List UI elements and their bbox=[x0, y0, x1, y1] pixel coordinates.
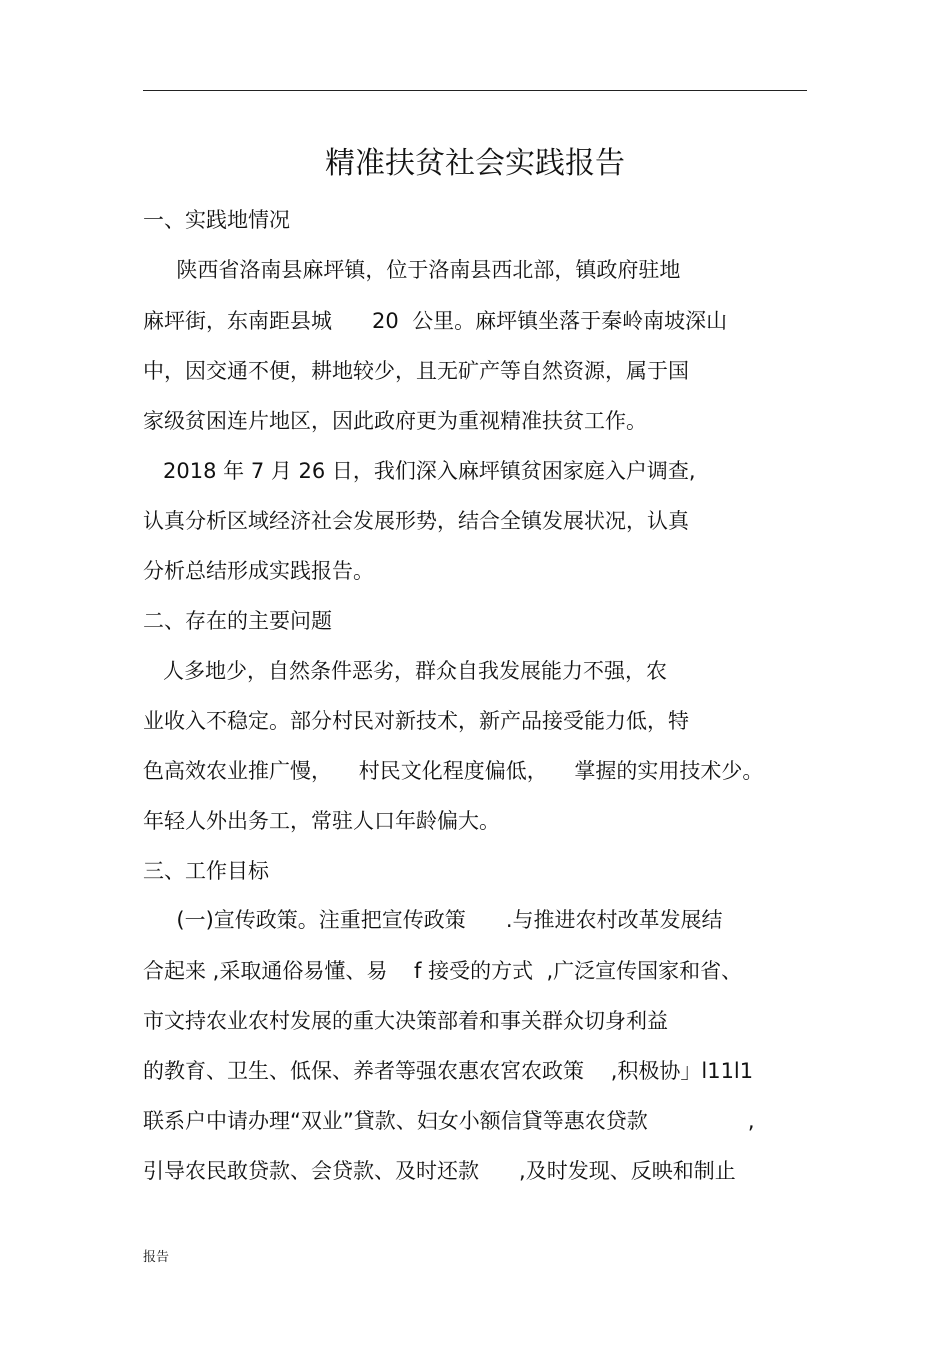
paragraph-line: 陕西省洛南县麻坪镇，位于洛南县西北部，镇政府驻地 bbox=[143, 258, 681, 282]
paragraph-line: 家级贫困连片地区，因此政府更为重视精准扶贫工作。 bbox=[143, 409, 647, 433]
paragraph-line: 人多地少，自然条件恶劣，群众自我发展能力不强，农 bbox=[143, 659, 668, 683]
page-title: 精准扶贫社会实践报告 bbox=[325, 146, 625, 181]
paragraph-line: 联系户中请办理“双业”貸款、妇女小额信貸等惠农贷款 , bbox=[143, 1109, 755, 1133]
header-rule bbox=[143, 90, 807, 91]
paragraph-line: 年轻人外出务工，常驻人口年龄偏大。 bbox=[143, 809, 500, 833]
paragraph-line: 市文持农业农村发展的重大决策部着和事关群众切身利益 bbox=[143, 1009, 668, 1033]
paragraph-line: 合起来 ,采取通俗易懂、易 f 接受的方式 ,广泛宣传国家和省、 bbox=[143, 959, 743, 983]
paragraph-line: 2018 年 7 月 26 日，我们深入麻坪镇贫困家庭入户调查, bbox=[143, 459, 696, 483]
paragraph-line: (一)宣传政策。注重把宣传政策 .与推进农村改革发展结 bbox=[143, 908, 723, 932]
paragraph-line: 麻坪街，东南距县城 20 公里。麻坪镇坐落于秦岭南坡深山 bbox=[143, 309, 728, 333]
page-footer: 报告 bbox=[143, 1250, 170, 1265]
paragraph-line: 的教育、卫生、低保、养者等强农惠农宮农政策 ,积极协」l11l1 bbox=[143, 1059, 754, 1083]
section-heading: 二、存在的主要问题 bbox=[143, 609, 332, 633]
paragraph-line: 业收入不稳定。部分村民对新技术，新产品接受能力低，特 bbox=[143, 709, 689, 733]
section-heading: 一、实践地情况 bbox=[143, 208, 290, 232]
paragraph-line: 色高效农业推广慢， 村民文化程度偏低， 掌握的实用技术少。 bbox=[143, 759, 764, 783]
paragraph-line: 中，因交通不便，耕地较少，且无矿产等自然资源，属于国 bbox=[143, 359, 689, 383]
paragraph-line: 分析总结形成实践报告。 bbox=[143, 559, 374, 583]
section-heading: 三、工作目标 bbox=[143, 859, 269, 883]
paragraph-line: 引导农民敢贷款、会贷款、及时还款 ,及时发现、反映和制止 bbox=[143, 1159, 736, 1183]
paragraph-line: 认真分析区域经济社会发展形势，结合全镇发展状况，认真 bbox=[143, 509, 689, 533]
